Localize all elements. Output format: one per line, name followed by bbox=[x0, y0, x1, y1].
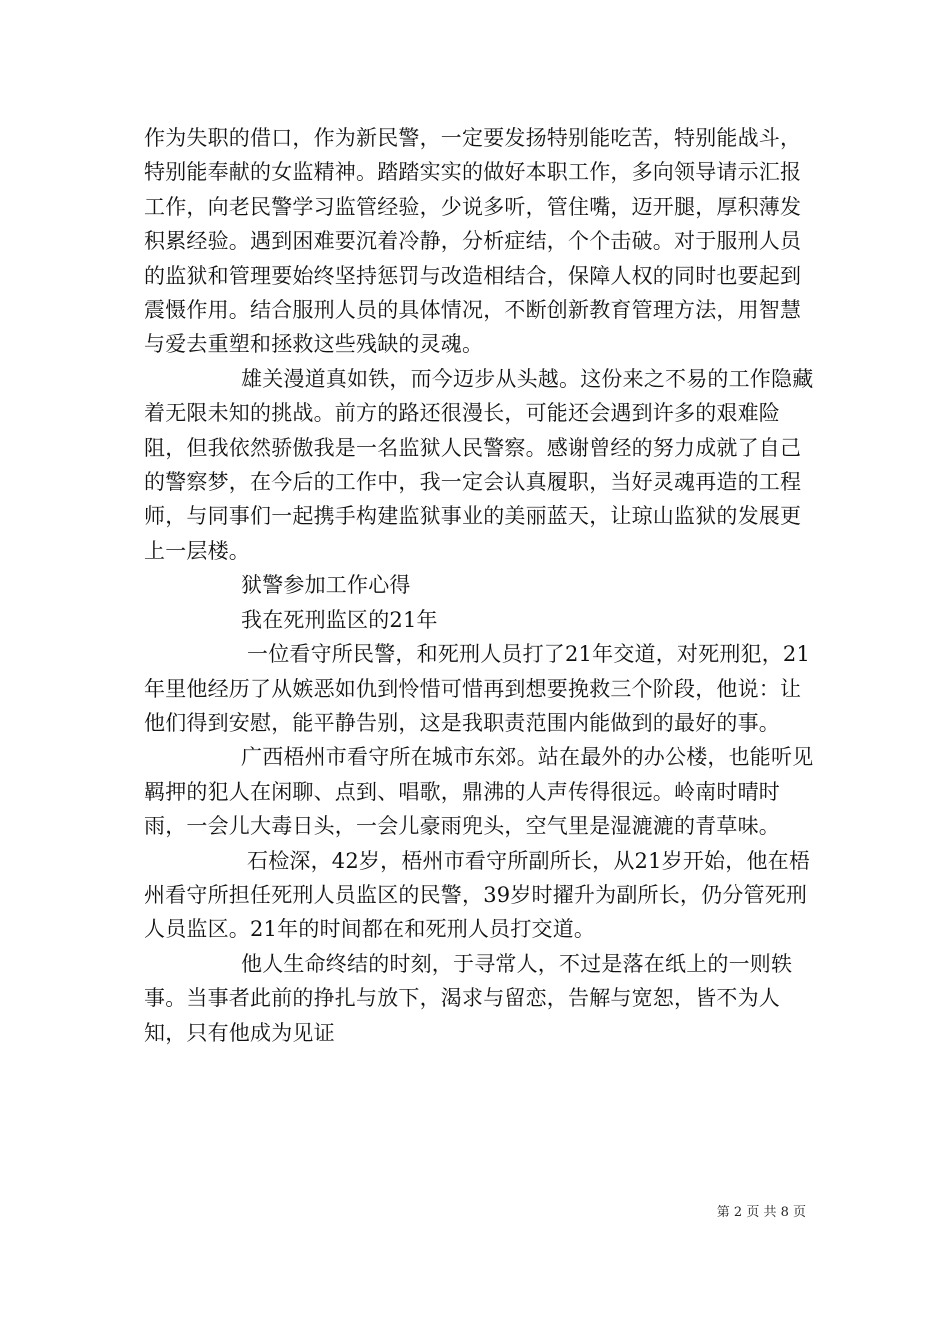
paragraph-intro: 一位看守所民警，和死刑人员打了21年交道，对死刑犯，21年里他经历了从嫉恶如仇到怜惜可惜再到想要挽救三个阶段，他说：让他们得到安慰，能平静告别，这是我职责范围内能做到的最好的事。 bbox=[144, 642, 811, 735]
paragraph-2: 雄关漫道真如铁，而今迈步从头越。这份来之不易的工作隐藏着无限未知的挑战。前方的路还很漫长，可能还会遇到许多的艰难险阻，但我依然骄傲我是一名监狱人民警察。感谢曾经的努力成就了自己的警察梦，在今后的工作中，我一定会认真履职，当好灵魂再造的工程师，与同事们一起携手构建监狱事业的美丽蓝天，让琼山监狱的发展更上一层楼。 bbox=[144, 366, 814, 563]
article-title: 我在死刑监区的21年 bbox=[241, 607, 438, 632]
section-heading: 狱警参加工作心得 bbox=[241, 573, 411, 598]
paragraph-shi-jianshen: 石检深，42岁，梧州市看守所副所长，从21岁开始，他在梧州看守所担任死刑人员监区的民警，39岁时擢升为副所长，仍分管死刑人员监区。21年的时间都在和死刑人员打交道。 bbox=[144, 848, 811, 942]
paragraph-1: 作为失职的借口，作为新民警，一定要发扬特别能吃苦，特别能战斗，特别能奉献的女监精神。踏踏实实的做好本职工作，多向领导请示汇报工作，向老民警学习监管经验，少说多听，管住嘴，迈开腿，厚积薄发积累经验。遇到困难要沉着冷静，分析症结，个个击破。对于服刑人员的监狱和管理要始终坚持惩罚与改造相结合，保障人权的同时也要起到震慑作用。结合服刑人员的具体情况，不断创新教育管理方法，用智慧与爱去重塑和拯救这些残缺的灵魂。 bbox=[144, 126, 802, 357]
paragraph-wuzhou: 广西梧州市看守所在城市东郊。站在最外的办公楼，也能听见羁押的犯人在闲聊、点到、唱歌，鼎沸的人声传得很远。岭南时晴时雨，一会儿大毒日头，一会儿豪雨兜头，空气里是湿漉漉的青草味。 bbox=[144, 745, 814, 839]
paragraph-witness: 他人生命终结的时刻，于寻常人，不过是落在纸上的一则轶事。当事者此前的挣扎与放下，渴求与留恋，告解与宽恕，皆不为人知，只有他成为见证 bbox=[144, 951, 793, 1045]
document-body bbox=[144, 121, 816, 1050]
page-number: 第 2 页 共 8 页 bbox=[716, 1205, 806, 1220]
